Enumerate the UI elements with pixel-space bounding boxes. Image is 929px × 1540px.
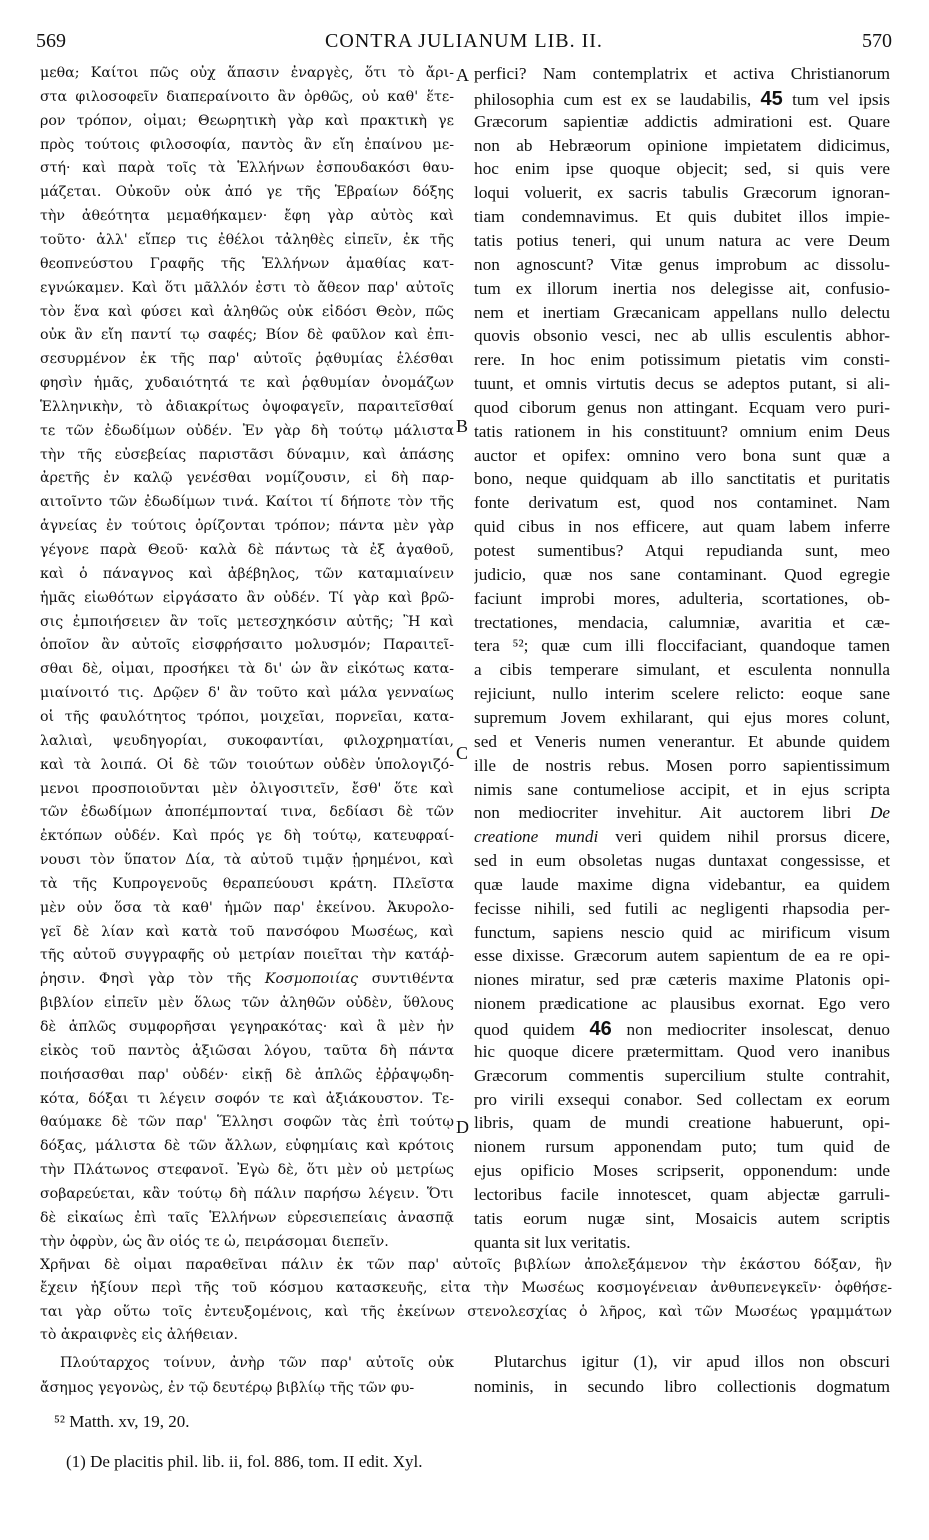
latin-line: quod quidem 46 non mediocriter insolescat, denuo [474,1018,890,1040]
greek-line: τοῦτο· ἀλλ' εἴπερ τις ἐθέλοι τἀληθὲς εἰπεῖν, ἐκ τῆς [40,231,454,248]
greek-line: τῶν ἐδωδίμων ἀποπέμπονταί τινα, δεδίασι δὲ τῶν [40,804,454,821]
latin-line: quod ciborum genus non attingant. Ecquam vero puri- [474,397,890,417]
greek-line: στή· καὶ παρὰ τοῖς τὰ Ἑλλήνων ἐσπουδακόσι θαυ- [40,160,454,177]
greek-bottom-line: ἄσημος γεγονὼς, ἐν τῷ δευτέρῳ βιβλίῳ τῆς τῶν φυ- [40,1380,415,1396]
greek-line: τὴν Πλάτωνος στεφανοῖ. Ἐγὼ δὲ, ὅτι μὲν οὐ μετρίως [40,1162,454,1179]
latin-line: quid cibus in nos efficere, aut quam labem inferre [474,517,890,537]
latin-line: esse dixisse. Græcorum autem sapientum de ea re opi- [474,946,890,966]
greek-line: τὴν τῆς εὐσεβείας παριστᾶσι δύναμιν, καὶ ἁπάσης [40,446,454,463]
page-number-left: 569 [36,30,66,52]
latin-line: fonte derivatum est, quod nos contaminet. Nam [474,493,890,513]
greek-line: καὶ ὁ πάναγνος καὶ ἀβέβηλος, τῶν καταμιαίνειν [40,565,454,582]
greek-line: οἱ τῆς φαυλότητος τρόποι, μοιχεῖαι, πορνεῖαι, κατα- [40,708,454,725]
greek-line: γέγονε παρὰ Θεοῦ· καλὰ δὲ πάντως τὰ ἐξ ἀγαθοῦ, [40,542,454,558]
latin-line: pro virili exsequi conabor. Sed collectam ex eorum [474,1089,890,1109]
greek-line: εγνώκαμεν. Καὶ ὅτι μᾶλλόν ἐστι τὸ ἄθεον παρ' αὐτοῖς [40,279,454,296]
greek-line: κότα, δόξαι τι λέγειν σοφόν τε καὶ ἀξιάκουστον. Τε- [40,1090,454,1107]
greek-line: σεσυρμένον ἐκ τῆς παρ' αὐτοῖς ῥᾳθυμίας ἑλέσθαι [40,351,454,368]
greek-line: ἁγνείας ἐν τούτοις ὁρίζονται τρόπον; πάντα μὲν γὰρ [40,518,454,535]
latin-line: trectationes, mendacia, calumniæ, avaritia et cæ- [474,612,890,632]
greek-line: οὐκ ἂν εἴη παντί τῳ σαφές; Βίον δὲ φαῦλον καὶ ἐπι- [40,327,454,344]
latin-line: functum, sapiens nescio quid ac mirificum visum [474,922,890,942]
greek-line: τῆς αὐτοῦ συγγραφῆς οὐ μετρίαν ποιεῖται τὴν κατάῤ- [40,947,454,964]
greek-line: μενοι προσποιοῦνται μὲν ὀλιγοσιτεῖν, ἔσθ' ὅτε καὶ [40,780,454,797]
latin-line: creatione mundi veri quidem nihil prorsus dicere, [474,827,890,847]
greek-line: μάζεται. Οὐκοῦν οὐκ ἀπό γε τῆς Ἑβραίων δόξης [40,184,454,201]
greek-line: ἀρετῆς ἐν καλῷ γενέσθαι νομίζουσιν, εἰ δὴ παρ- [40,470,454,487]
greek-line: ἡμᾶς εἰωθότων εἰργάσατο ἂν οὐδέν. Τί γὰρ καὶ βρῶ- [40,589,454,606]
latin-line: auctor et opifex: omnino vero bona sunt quæ a [474,445,890,465]
column-number: 45 [760,87,783,110]
latin-line: ejus opificio Moses scripserit, opponendum: unde [474,1161,890,1181]
greek-line: θεοπνεύστου Γραφῆς τῆς Ἑλλήνων ἀμαθίας κατ- [40,255,454,272]
latin-line: tatis potius teneri, qui unum natura ac vere Deum [474,230,890,250]
greek-full-line: Χρῆναι δὲ οἶμαι παραθεῖναι πάλιν ἐκ τῶν παρ' αὐτοῖς βιβλίων ἀπολεξάμενον τὴν ἑκάστου δόξαν, ἣν [40,1257,892,1273]
greek-line: πρὸς τούτοις φιλοσοφία, παντὸς ἂν εἴη ἐπαίνου με- [40,136,454,153]
latin-line: tum ex illorum inertia nos delegisse ait, confusio- [474,278,890,298]
latin-line: nem et inertiam Græcanicam appellans nullo delectu [474,302,890,322]
latin-line: tatis eorum nugæ sint, Mosaicis autem scriptis [474,1208,890,1228]
footnote: (1) De placitis phil. lib. ii, fol. 886, tom. II edit. Xyl. [66,1452,423,1471]
greek-bottom-line: Πλούταρχος τοίνυν, ἀνὴρ τῶν παρ' αὐτοῖς οὐκ [60,1355,454,1371]
greek-line: νουσι τὸν ὕπατον Δία, τὰ αὐτοῦ τιμᾷν ᾑρημένοι, καὶ [40,852,454,869]
margin-mark-c: C [456,743,469,763]
latin-line: perfici? Nam contemplatrix et activa Christianorum [474,64,890,83]
margin-mark-d: D [456,1117,469,1137]
latin-line: quovis obsonio vesci, nec ab ullis esculentis abhor- [474,326,890,346]
latin-line: quæ laude maxime digna videbantur, ea quidem [474,874,890,894]
latin-line: loqui voluerit, ex sacris tabulis Græcorum ignoran- [474,183,890,203]
margin-mark-b: B [456,416,469,436]
running-title: CONTRA JULIANUM LIB. II. [325,30,603,52]
greek-line: τὰ τῆς Κυπρογενοῦς θεραπεύουσι κράτη. Πλεῖστα [40,875,454,892]
margin-mark-a: A [456,65,469,85]
greek-line: τὸν ἕνα καὶ φύσει καὶ ἀληθῶς οὐκ εἰδόσι Θεὸν, πῶς [40,303,454,320]
latin-line: nionem prædicatione ac plausibus exornat. Ego vero [474,994,890,1014]
footnote: ⁵² Matth. xv, 19, 20. [54,1412,190,1431]
greek-line: βιβλίον εἰπεῖν μὲν ὅλως τῶν ἀληθῶν οὐδὲν, ὕθλους [40,995,454,1012]
latin-line: libris, quam de mundi creatione habuerunt, opi- [474,1113,890,1133]
greek-line: τε τῶν ἐδωδίμων οὐδέν. Ἐν γὰρ δὴ τούτῳ μάλιστα [40,422,454,439]
latin-line: lectoribus facile innotescet, quam abjectæ garruli- [474,1184,890,1204]
greek-line: ποιήσασθαι παρ' οὐδέν· εἰκῇ δὲ ἁπλῶς ἐῤῥαψῳδη- [40,1066,454,1083]
latin-line: hoc enim ipse quoque objecit; sed, si quis vere [474,159,890,179]
latin-line: non agnoscunt? Vitæ genus improbum ac dissolu- [474,254,890,274]
running-header [36,30,892,60]
greek-line: δὲ εἰκαίως ἐπὶ ταῖς Ἑλλήνων εὑρεσιεπείαις ἀνασπᾷ [40,1209,454,1226]
greek-line: φησὶν ἡμᾶς, χυδαιότητά τε καὶ ῥᾳθυμίαν ὀνομάζων [40,375,454,392]
latin-line: tuunt, et omnis virtutis decus se adeptos putant, si ali- [474,374,890,394]
latin-line: judicio, quæ nos sane contaminant. Quod egregie [474,564,890,584]
greek-line: δὲ ἁπλῶς συμφορῆσαι γεγηρακότας· καὶ ἃ μὲν ἦν [40,1019,454,1035]
latin-line: non mediocriter invehitur. Ait auctorem libri De [474,803,890,823]
latin-line: Græcorum sapientiæ addictis admirationi est. Quare [474,111,890,131]
latin-line: supremum Jovem exhilarant, qui ejus mores colunt, [474,707,890,727]
greek-line: αιτοῖντο τῶν ἐδωδίμων τινά. Καίτοι τί δήποτε τὸν τῆς [40,494,454,511]
latin-line: potest sumentibus? Atqui repudianda sunt, meo [474,541,890,560]
latin-line: faciunt improbi mores, adulteria, scortationes, ob- [474,588,890,608]
greek-line: θαύμακε δὲ τῶν παρ' Ἕλλησι σοφῶν τὰς ἐπὶ τούτῳ [40,1114,454,1131]
greek-full-line: τὸ ἀκραιφνὲς εἰς ἀλήθειαν. [40,1326,239,1343]
latin-line: a cibis temperare simulant, et esculenta nonnulla [474,660,890,680]
greek-line: μιαίνοιτό τις. Δρῷεν δ' ἂν τοῦτο καὶ μάλα γενναίως [40,685,454,702]
greek-line: λαλιαὶ, ψευδηγορίαι, συκοφαντίαι, φιλοχρηματίαι, [40,732,454,749]
greek-line: ἐκτόπων οὐδέν. Καὶ πρός γε δὴ τούτῳ, κατευφραί- [40,828,454,845]
greek-line: ὁποῖον ἂν αὐτοῖς εἰσφρήσαιτο μολυσμόν; Παραιτεῖ- [40,637,454,654]
greek-full-line: ται γὰρ οὕτω τοῖς ἐντευξομένοις, καὶ τῆς ἐκείνων στενολεσχίας ὁ λῆρος, καὶ τῶν Μωσέως γραμμάτων [40,1303,892,1320]
latin-line: nimis sane contumeliose accipit, et in ejus scripta [474,779,890,799]
greek-line: Ἑλληνικὴν, τὸ ἀδιακρίτως ὀψοφαγεῖν, παραιτεῖσθαί [40,398,454,415]
latin-line: ille de nostris rebus. Mosen porro sapientissimum [474,755,890,775]
greek-line: σθαι δὲ, οἶμαι, προσήκει τὰ δι' ὧν ἂν εἰκότως κατα- [40,661,454,678]
latin-line: niones miratur, sed præ cæteris maxime Platonis opi- [474,970,890,990]
latin-line: hic quoque dicere prætermittam. Quod vero inanibus [474,1041,890,1061]
greek-line: στα φιλοσοφεῖν διαπεραίνοιτο ἂν ὀρθῶς, οὐ καθ' ἕτε- [40,88,454,105]
latin-line: rejiciunt, nullo interim scelere relicto: eoque sane [474,684,890,704]
greek-line: ῥησιν. Φησὶ γὰρ τὸν τῆς Κοσμοποιίας συντιθέντα [40,971,454,988]
greek-line: γεῖ δὲ λίαν καὶ κατὰ τοῦ πανσόφου Μωσέως, καὶ [40,923,454,940]
latin-line: quanta sit lux veritatis. [474,1232,631,1252]
greek-line: σις ἐμποιήσειεν ἂν τοῖς μετεσχηκόσιν αὐτῆς; Ἢ καὶ [40,613,454,630]
greek-line: δόξας, μάλιστα δὲ τῶν ἄλλων, εὐφημίαις καὶ κρότοις [40,1138,454,1155]
latin-line: philosophia cum est ex se laudabilis, 45 tum vel ipsis [474,87,890,110]
page-number-right: 570 [862,30,892,52]
latin-bottom-line: Plutarchus igitur (1), vir apud illos non obscuri [494,1352,890,1371]
latin-line: sed in eum obsoletas nugas duntaxat congessisse, et [474,851,890,871]
latin-line: sed et Veneris numen venerantur. Et abunde quidem [474,731,890,751]
greek-line: καὶ τὰ λοιπά. Οἱ δὲ τῶν τοιούτων οὐδὲν ὑπολογιζό- [40,756,454,773]
latin-line: fecisse nihili, sed futili ac negligenti rhapsodia per- [474,898,890,918]
column-number: 46 [589,1018,612,1040]
greek-full-line: ἔχειν ἠξίουν περὶ τῆς τοῦ κόσμου κατασκευῆς, εἶτα τὴν Μωσέως κοσμογένειαν ἀνθυπενεγκεῖν· ὀφθήσε- [40,1280,892,1297]
latin-line: nionem rursum apponendam puto; tum quid de [474,1137,890,1157]
latin-line: tera ⁵²; quæ cum illi floccifaciant, quandoque tamen [474,636,890,656]
greek-line: σοβαρεύεται, κἂν τούτῳ δὴ πάλιν παρήσω λέγειν. Ὅτι [40,1185,454,1202]
latin-bottom-line: nominis, in secundo libro collectionis dogmatum [474,1377,890,1396]
latin-line: tiam condemnavimus. Et quis dubitet illos impie- [474,207,890,227]
greek-line: μὲν οὖν ὅσα τὰ καθ' ἡμῶν παρ' ἐκείνου. Ἀκυρολο- [40,899,454,916]
greek-line: μεθα; Καίτοι πῶς οὐχ ἅπασιν ἐναργὲς, ὅτι τὸ ἄρι- [40,65,454,81]
greek-line: ρον τρόπον, οἶμαι; Θεωρητικὴ γὰρ καὶ πρακτικὴ γε [40,112,454,129]
latin-line: bono, neque quidquam ab illo sanctitatis et puritatis [474,469,890,489]
latin-line: Græcorum commentis supercilium stulte contrahit, [474,1065,890,1085]
latin-line: rere. In hoc enim potissimum pietatis vim consti- [474,350,890,370]
greek-line: τὴν ἀθεότητα μεμαθήκαμεν· ἔφη γὰρ αὐτὸς καὶ [40,208,454,225]
latin-line: tatis rationem in his constituunt? omnium enim Deus [474,421,890,441]
greek-line: τὴν ὀφρὺν, ὡς ἂν οἷός τε ὦ, πειράσομαι διεπεῖν. [40,1233,389,1250]
latin-line: non ab Hebræorum opinione impietatem didicimus, [474,135,890,155]
greek-line: εἰκὸς τοῦ παντὸς ἀξιῶσαι λόγου, ταῦτα δὴ πάντα [40,1042,454,1059]
